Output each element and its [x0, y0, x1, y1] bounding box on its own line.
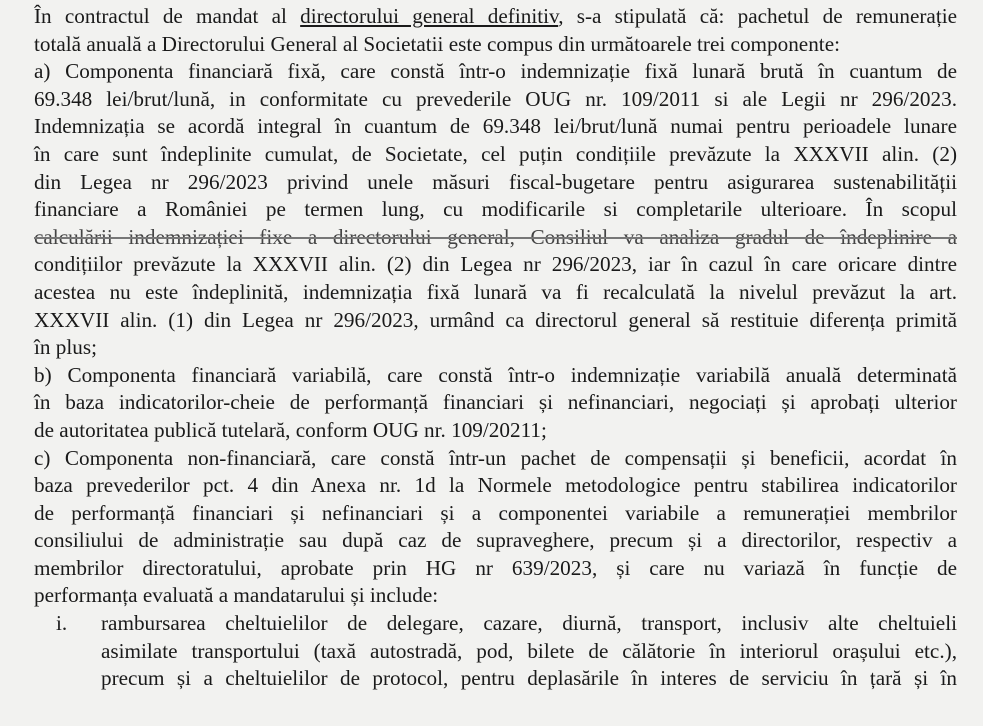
- item-a-line: financiare a României pe termen lung, cu modificarile si completarile ulterioare. În scopul: [34, 197, 957, 222]
- item-b-line: b) Componenta financiară variabilă, care constă într-o indemnizație variabilă anuală determinată: [34, 362, 957, 387]
- item-b-line: în baza indicatorilor-cheie de performanță financiari și nefinanciari, negociați și aprobați ulterior: [34, 390, 957, 415]
- subitem-i: [34, 610, 957, 693]
- item-a-line: Indemnizația se acordă integral în cuantum de 69.348 lei/brut/lună numai pentru perioadele lunare: [34, 114, 957, 139]
- item-c-line: performanța evaluată a mandatarului și include:: [34, 583, 439, 608]
- item-a-line: condițiilor prevăzute la XXXVII alin. (2) din Legea nr 296/2023, iar în cazul în care oricare dintre: [34, 252, 957, 277]
- item-b-paragraph: [34, 362, 957, 445]
- item-a-line: XXXVII alin. (1) din Legea nr 296/2023, urmând ca directorul general să restituie diferența primită: [34, 307, 957, 332]
- item-a-line: în plus;: [34, 335, 97, 360]
- subitem-i-line: asimilate transportului (taxă autostradă, pod, bilete de călătorie în interiorul orașului etc.),: [101, 638, 957, 663]
- item-a-line: 69.348 lei/brut/lună, in conformitate cu prevederile OUG nr. 109/2011 si ale Legii nr 296/2023.: [34, 86, 957, 111]
- item-c-paragraph: [34, 445, 957, 611]
- item-c-line: c) Componenta non-financiară, care constă într-un pachet de compensații și beneficii, acordat în: [34, 445, 957, 470]
- item-a-line: acestea nu este îndeplinită, indemnizația fixă lunară va fi recalculată la nivelul prevăzut la art.: [34, 279, 957, 304]
- item-c-line: de performanță financiari și nefinanciari și a componentei variabile a remunerației membrilor: [34, 500, 957, 525]
- underlined-term: directorului general definitiv: [300, 4, 559, 28]
- item-c-line: baza prevederilor pct. 4 din Anexa nr. 1d la Normele metodologice pentru stabilirea indicatorilor: [34, 473, 957, 498]
- item-a-line: în care sunt îndeplinite cumulat, de Societate, cel puțin condițiile prevăzute la XXXVII alin. (2): [34, 141, 957, 166]
- item-a-paragraph: [34, 58, 957, 362]
- list-marker: i.: [56, 611, 68, 636]
- intro-line-1: [34, 3, 957, 31]
- item-b-line: de autoritatea publică tutelară, conform OUG nr. 109/20211;: [34, 417, 547, 442]
- intro-text: În contractul de mandat al: [34, 4, 301, 28]
- item-a-line-struck: calculării indemnizației fixe a directorului general, Consiliul va analiza gradul de îndeplinire a: [34, 224, 957, 249]
- item-c-line: consiliului de administrație sau după caz de supraveghere, precum și a directorilor, respectiv a: [34, 528, 957, 553]
- subitem-i-line: precum și a cheltuielilor de protocol, pentru deplasările în interes de serviciu în țară și în: [101, 666, 957, 691]
- intro-line-2: totală anuală a Directorului General al Societatii este compus din următoarele trei componente:: [34, 31, 840, 56]
- item-a-line: a) Componenta financiară fixă, care constă într-o indemnizație fixă lunară brută în cuantum de: [34, 59, 957, 84]
- item-c-line: membrilor directoratului, aprobate prin HG nr 639/2023, și care nu variază în funcție de: [34, 555, 957, 580]
- intro-text: , s-a stipulată că: pachetul de remunerație: [558, 4, 958, 28]
- subitem-i-line: rambursarea cheltuielilor de delegare, cazare, diurnă, transport, inclusiv alte cheltuieli: [101, 611, 957, 636]
- intro-paragraph: [34, 3, 957, 58]
- item-a-line: din Legea nr 296/2023 privind unele măsuri fiscal-bugetare pentru asigurarea sustenabilității: [34, 169, 957, 194]
